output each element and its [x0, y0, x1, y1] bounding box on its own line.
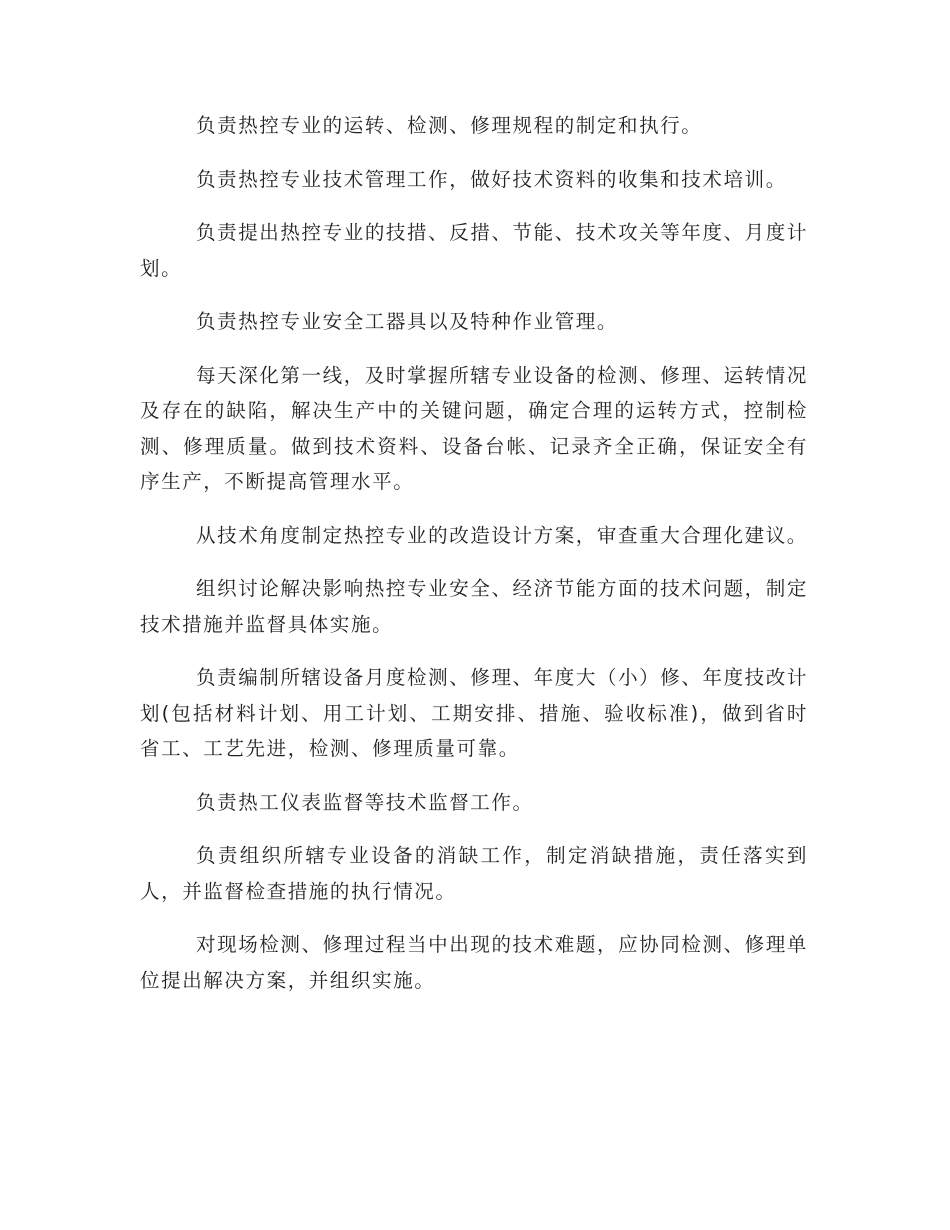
paragraph-2: 负责热控专业技术管理工作，做好技术资料的收集和技术培训。	[196, 167, 787, 191]
paragraph-5: 每天深化第一线，及时掌握所辖专业设备的检测、修理、运转情况及存在的缺陷，解决生产中的关键问题，确定合理的运转方式，控制检测、修理质量。做到技术资料、设备台帐、记录齐全正确，保证安全有序生产，不断提高管理水平。	[140, 363, 808, 493]
paragraph-7: 组织讨论解决影响热控专业安全、经济节能方面的技术问题，制定技术措施并监督具体实施。	[140, 577, 808, 636]
paragraph-1: 负责热控专业的运转、检测、修理规程的制定和执行。	[196, 114, 703, 137]
paragraph-8: 负责编制所辖设备月度检测、修理、年度大（小）修、年度技改计划(包括材料计划、用工计划、工期安排、措施、验收标准)，做到省时省工、工艺先进，检测、修理质量可靠。	[140, 666, 808, 760]
paragraph-11: 对现场检测、修理过程当中出现的技术难题，应协同检测、修理单位提出解决方案，并组织实施。	[140, 933, 808, 992]
paragraph-3: 负责提出热控专业的技措、反措、节能、技术攻关等年度、月度计划。	[140, 221, 808, 280]
paragraph-6: 从技术角度制定热控专业的改造设计方案，审查重大合理化建议。	[196, 523, 808, 547]
paragraph-10: 负责组织所辖专业设备的消缺工作，制定消缺措施，责任落实到人，并监督检查措施的执行情况。	[140, 844, 808, 903]
paragraph-9: 负责热工仪表监督等技术监督工作。	[196, 790, 534, 814]
document-body	[140, 108, 808, 1016]
paragraph-4: 负责热控专业安全工器具以及特种作业管理。	[196, 310, 619, 333]
